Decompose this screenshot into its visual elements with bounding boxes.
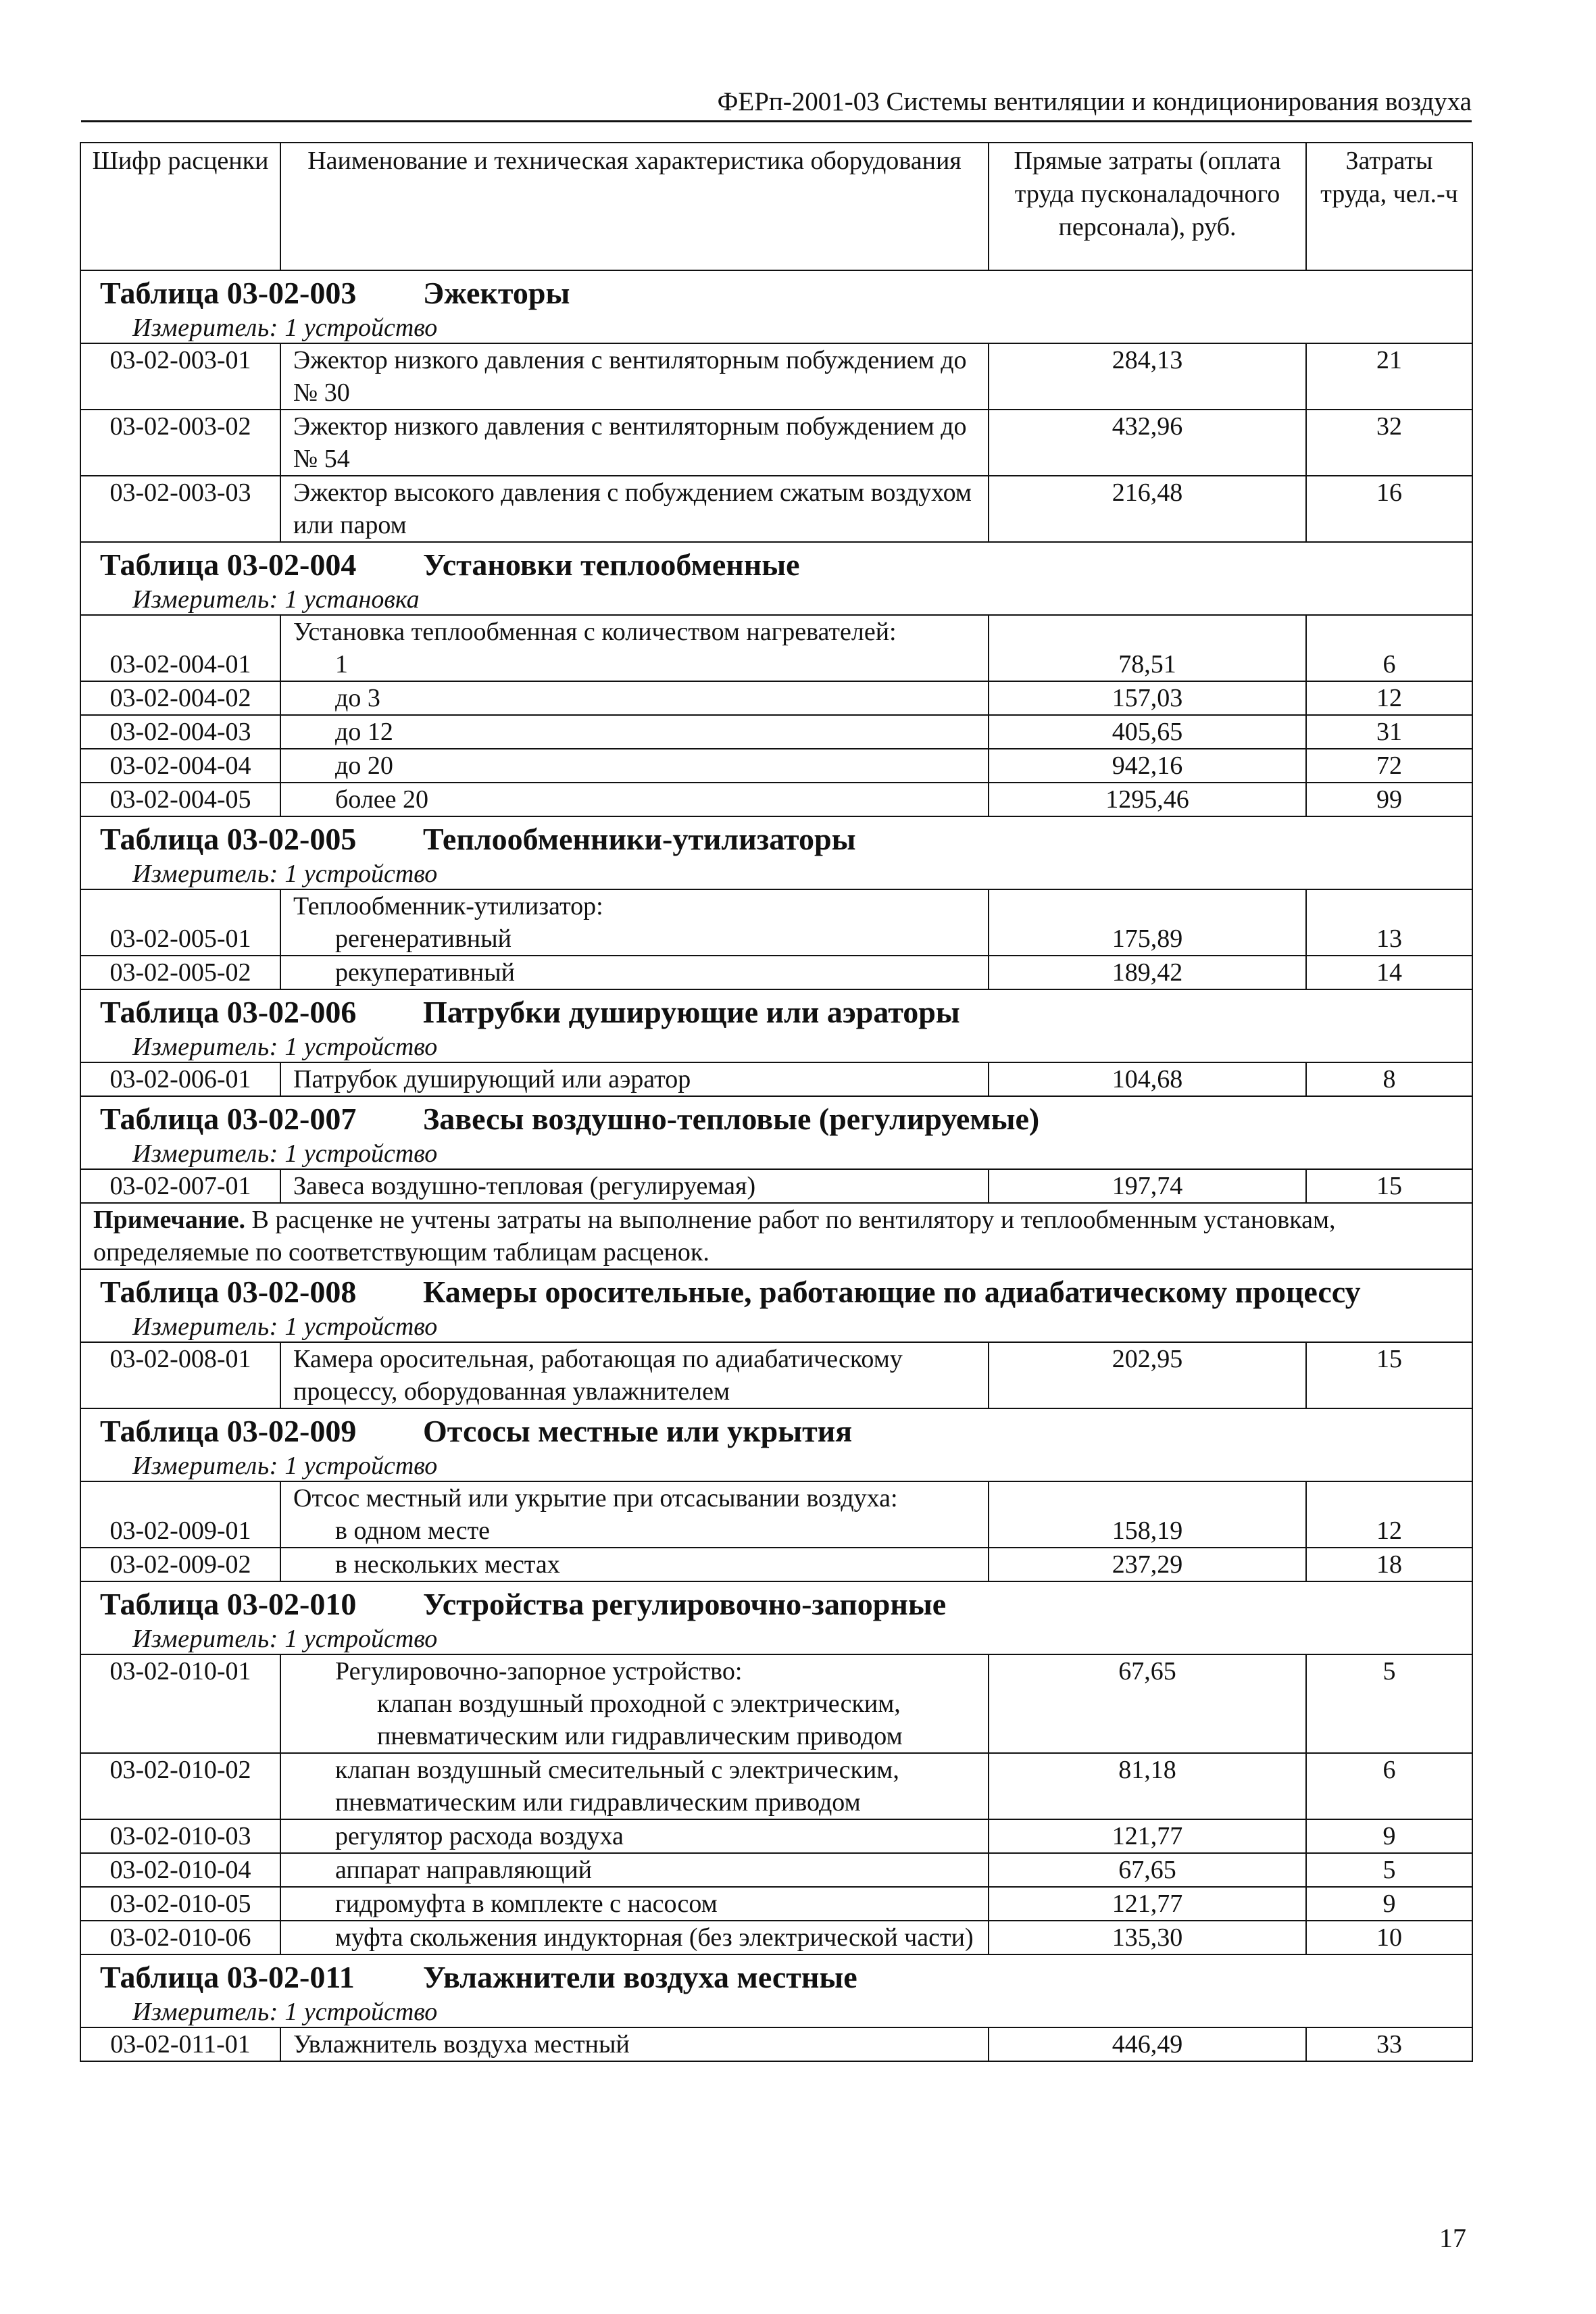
rate-name-text: гидромуфта в комплекте с насосом [335, 1890, 718, 1918]
table-section-title [80, 1408, 1472, 1451]
table-row [80, 889, 1472, 956]
table-section-title [80, 816, 1472, 859]
rate-name-text: аппарат направляющий [335, 1856, 592, 1884]
unit-value: 1 устройство [284, 1033, 438, 1061]
unit-value: 1 установка [284, 585, 420, 614]
table-number: Таблица 03-02-003 [100, 276, 357, 310]
rate-name [280, 1819, 989, 1853]
rate-labor: 16 [1306, 476, 1472, 542]
rate-name-text: регенеративный [335, 925, 512, 953]
unit-value: 1 устройство [284, 1139, 438, 1168]
rate-cost: 446,49 [989, 2027, 1306, 2061]
table-number: Таблица 03-02-010 [100, 1587, 357, 1621]
rate-cost: 158,19 [989, 1481, 1306, 1548]
table-header-row [80, 143, 1472, 270]
rate-name-text: Эжектор низкого давления с вентиляторным побуждением до № 54 [293, 412, 967, 473]
rate-name [280, 1853, 989, 1887]
section-heading [88, 993, 1465, 1032]
rate-labor: 33 [1306, 2027, 1472, 2061]
table-unit-row [80, 313, 1472, 343]
table-title: Завесы воздушно-тепловые (регулируемые) [423, 1102, 1040, 1136]
table-row [80, 410, 1472, 476]
note-label: Примечание. [93, 1206, 245, 1234]
group-label: Установка теплообменная с количеством нагревателей: [293, 618, 897, 646]
rate-name-text: до 3 [335, 684, 380, 712]
table-row [80, 1753, 1472, 1819]
rate-name-text: Увлажнитель воздуха местный [293, 2030, 630, 2059]
rate-labor: 72 [1306, 749, 1472, 783]
rate-cost: 121,77 [989, 1819, 1306, 1853]
section-heading [88, 1585, 1465, 1624]
table-section-title [80, 1269, 1472, 1312]
section-heading [88, 1100, 1465, 1139]
rate-code: 03-02-004-03 [80, 715, 280, 749]
unit-value: 1 устройство [284, 1625, 438, 1653]
rate-name [280, 1887, 989, 1921]
unit-value: 1 устройство [284, 860, 438, 888]
rate-code: 03-02-011-01 [80, 2027, 280, 2061]
rate-cost: 78,51 [989, 615, 1306, 681]
col-header-name: Наименование и техническая характеристика оборудования [280, 143, 989, 270]
rate-code: 03-02-007-01 [80, 1169, 280, 1203]
rate-labor: 12 [1306, 681, 1472, 715]
rate-name [280, 1481, 989, 1548]
table-title: Устройства регулировочно-запорные [423, 1587, 947, 1621]
table-number: Таблица 03-02-009 [100, 1414, 357, 1448]
rate-name-text: муфта скольжения индукторная (без электрической части) [335, 1923, 974, 1952]
rate-code: 03-02-005-01 [80, 889, 280, 956]
rate-code: 03-02-008-01 [80, 1342, 280, 1408]
table-section-title [80, 542, 1472, 585]
table-row [80, 956, 1472, 989]
rate-cost: 405,65 [989, 715, 1306, 749]
rate-cost: 135,30 [989, 1921, 1306, 1954]
rate-cost: 157,03 [989, 681, 1306, 715]
table-row [80, 1481, 1472, 1548]
rate-name-text: клапан воздушный проходной с электрическим, пневматическим или гидравлическим приводом [377, 1690, 903, 1750]
rate-code: 03-02-005-02 [80, 956, 280, 989]
table-number: Таблица 03-02-006 [100, 995, 357, 1029]
rate-cost: 942,16 [989, 749, 1306, 783]
table-row [80, 715, 1472, 749]
rate-name [280, 1342, 989, 1408]
rate-cost: 1295,46 [989, 783, 1306, 816]
rate-code: 03-02-004-02 [80, 681, 280, 715]
rate-labor: 14 [1306, 956, 1472, 989]
rate-code: 03-02-010-06 [80, 1921, 280, 1954]
rate-code: 03-02-009-02 [80, 1548, 280, 1581]
section-heading [88, 1958, 1465, 1997]
table-title: Установки теплообменные [423, 547, 800, 582]
table-number: Таблица 03-02-008 [100, 1275, 357, 1309]
rate-code: 03-02-009-01 [80, 1481, 280, 1548]
unit-value: 1 устройство [284, 1998, 438, 2026]
table-body [80, 270, 1472, 2061]
rate-name-text: Эжектор низкого давления с вентиляторным побуждением до № 30 [293, 346, 967, 407]
rate-cost: 202,95 [989, 1342, 1306, 1408]
table-row [80, 1921, 1472, 1954]
rate-labor: 99 [1306, 783, 1472, 816]
rate-labor: 32 [1306, 410, 1472, 476]
rate-code: 03-02-003-01 [80, 343, 280, 410]
unit-label: Измеритель: [132, 585, 278, 614]
rate-labor: 9 [1306, 1819, 1472, 1853]
unit-value: 1 устройство [284, 314, 438, 342]
rate-name-text: более 20 [335, 785, 429, 814]
rate-name [280, 1169, 989, 1203]
unit-label: Измеритель: [132, 1139, 278, 1168]
table-number: Таблица 03-02-007 [100, 1102, 357, 1136]
group-label: Отсос местный или укрытие при отсасывании воздуха: [293, 1484, 898, 1512]
rate-code: 03-02-003-03 [80, 476, 280, 542]
note-text: В расценке не учтены затраты на выполнение работ по вентилятору и теплообменным установкам, определяемые по соответствующим таблицам расценок. [93, 1206, 1336, 1266]
table-unit-row [80, 1624, 1472, 1654]
rate-labor: 6 [1306, 615, 1472, 681]
rate-code: 03-02-010-04 [80, 1853, 280, 1887]
section-heading [88, 1273, 1465, 1312]
rate-name [280, 2027, 989, 2061]
rate-labor: 5 [1306, 1654, 1472, 1753]
table-unit-row [80, 585, 1472, 615]
rate-labor: 10 [1306, 1921, 1472, 1954]
rate-name-text: Эжектор высокого давления с побуждением сжатым воздухом или паром [293, 478, 972, 539]
table-title: Патрубки душирующие или аэраторы [423, 995, 960, 1029]
table-row [80, 343, 1472, 410]
table-row [80, 2027, 1472, 2061]
rate-labor: 18 [1306, 1548, 1472, 1581]
table-section-title [80, 989, 1472, 1032]
rate-labor: 13 [1306, 889, 1472, 956]
col-header-code: Шифр расценки [80, 143, 280, 270]
rate-name-text: Завеса воздушно-тепловая (регулируемая) [293, 1172, 756, 1200]
rate-name [280, 615, 989, 681]
rate-name-text: клапан воздушный смесительный с электрическим, пневматическим или гидравлическим приводом [335, 1756, 899, 1817]
table-section-title [80, 1954, 1472, 1997]
table-unit-row [80, 1139, 1472, 1169]
rate-labor: 6 [1306, 1753, 1472, 1819]
rate-name [280, 1062, 989, 1096]
rate-labor: 5 [1306, 1853, 1472, 1887]
rate-name-text: в нескольких местах [335, 1550, 560, 1579]
table-title: Камеры оросительные, работающие по адиабатическому процессу [423, 1275, 1361, 1309]
table-unit-row [80, 1312, 1472, 1342]
unit-label: Измеритель: [132, 860, 278, 888]
rates-table [80, 142, 1473, 2062]
unit-label: Измеритель: [132, 1312, 278, 1341]
rate-name-text: до 12 [335, 718, 393, 746]
rate-name [280, 1753, 989, 1819]
rate-name [280, 343, 989, 410]
rate-cost: 175,89 [989, 889, 1306, 956]
table-row [80, 1342, 1472, 1408]
rate-name [280, 1654, 989, 1753]
table-row [80, 749, 1472, 783]
rate-code: 03-02-006-01 [80, 1062, 280, 1096]
table-unit-row [80, 1032, 1472, 1062]
rate-name-text: регулятор расхода воздуха [335, 1822, 624, 1850]
table-unit-row [80, 1451, 1472, 1481]
table-row [80, 1853, 1472, 1887]
table-row [80, 783, 1472, 816]
rate-name-text: 1 [335, 650, 348, 679]
rate-code: 03-02-004-04 [80, 749, 280, 783]
rate-code: 03-02-003-02 [80, 410, 280, 476]
page-header: ФЕРп-2001-03 Системы вентиляции и кондиционирования воздуха [81, 85, 1472, 122]
rate-cost: 237,29 [989, 1548, 1306, 1581]
table-number: Таблица 03-02-004 [100, 547, 357, 582]
rate-code: 03-02-010-01 [80, 1654, 280, 1753]
section-heading [88, 545, 1465, 585]
rate-cost: 189,42 [989, 956, 1306, 989]
rate-name [280, 956, 989, 989]
table-row [80, 1548, 1472, 1581]
table-title: Увлажнители воздуха местные [423, 1960, 857, 1994]
rate-cost: 432,96 [989, 410, 1306, 476]
rate-cost: 121,77 [989, 1887, 1306, 1921]
table-section-title [80, 270, 1472, 313]
table-title: Эжекторы [423, 276, 570, 310]
rate-cost: 104,68 [989, 1062, 1306, 1096]
rate-labor: 21 [1306, 343, 1472, 410]
unit-label: Измеритель: [132, 1998, 278, 2026]
rate-cost: 81,18 [989, 1753, 1306, 1819]
unit-value: 1 устройство [284, 1452, 438, 1480]
rate-name [280, 749, 989, 783]
table-row [80, 1169, 1472, 1203]
rate-labor: 15 [1306, 1342, 1472, 1408]
rate-name [280, 476, 989, 542]
rate-name [280, 1548, 989, 1581]
rate-cost: 216,48 [989, 476, 1306, 542]
rate-name [280, 410, 989, 476]
table-section-title [80, 1581, 1472, 1624]
table-row [80, 1654, 1472, 1753]
table-row [80, 1819, 1472, 1853]
rate-name-text: в одном месте [335, 1517, 491, 1545]
table-title: Теплообменники-утилизаторы [423, 822, 856, 856]
table-row [80, 1887, 1472, 1921]
group-label: Теплообменник-утилизатор: [293, 892, 603, 920]
rate-cost: 67,65 [989, 1654, 1306, 1753]
section-heading [88, 1412, 1465, 1451]
rate-name [280, 783, 989, 816]
rate-code: 03-02-010-05 [80, 1887, 280, 1921]
table-row [80, 476, 1472, 542]
table-row [80, 681, 1472, 715]
rate-name [280, 681, 989, 715]
rate-code: 03-02-004-01 [80, 615, 280, 681]
rate-name [280, 889, 989, 956]
table-note-row [80, 1203, 1472, 1269]
rate-name-text: Патрубок душирующий или аэратор [293, 1065, 691, 1093]
rate-name [280, 715, 989, 749]
table-title: Отсосы местные или укрытия [423, 1414, 853, 1448]
page-number: 17 [1439, 2223, 1466, 2253]
section-heading [88, 274, 1465, 313]
unit-value: 1 устройство [284, 1312, 438, 1341]
table-unit-row [80, 1997, 1472, 2027]
rate-code: 03-02-010-03 [80, 1819, 280, 1853]
rate-labor: 8 [1306, 1062, 1472, 1096]
rate-labor: 9 [1306, 1887, 1472, 1921]
rate-code: 03-02-010-02 [80, 1753, 280, 1819]
group-label: Регулировочно-запорное устройство: [335, 1657, 743, 1685]
table-section-title [80, 1096, 1472, 1139]
rate-name [280, 1921, 989, 1954]
table-row [80, 615, 1472, 681]
rate-code: 03-02-004-05 [80, 783, 280, 816]
rate-name-text: рекуперативный [335, 958, 515, 987]
col-header-labor: Затраты труда, чел.-ч [1306, 143, 1472, 270]
unit-label: Измеритель: [132, 1033, 278, 1061]
rate-cost: 67,65 [989, 1853, 1306, 1887]
rate-name-text: Камера оросительная, работающая по адиабатическому процессу, оборудованная увлажнителем [293, 1345, 903, 1406]
table-number: Таблица 03-02-011 [100, 1960, 355, 1994]
unit-label: Измеритель: [132, 1452, 278, 1480]
unit-label: Измеритель: [132, 314, 278, 342]
section-heading [88, 820, 1465, 859]
table-unit-row [80, 859, 1472, 889]
unit-label: Измеритель: [132, 1625, 278, 1653]
rate-cost: 197,74 [989, 1169, 1306, 1203]
rate-cost: 284,13 [989, 343, 1306, 410]
rate-labor: 12 [1306, 1481, 1472, 1548]
table-row [80, 1062, 1472, 1096]
rate-labor: 31 [1306, 715, 1472, 749]
rate-name-text: до 20 [335, 752, 393, 780]
rate-labor: 15 [1306, 1169, 1472, 1203]
col-header-cost: Прямые затраты (оплата труда пусконаладочного персонала), руб. [989, 143, 1306, 270]
table-number: Таблица 03-02-005 [100, 822, 357, 856]
